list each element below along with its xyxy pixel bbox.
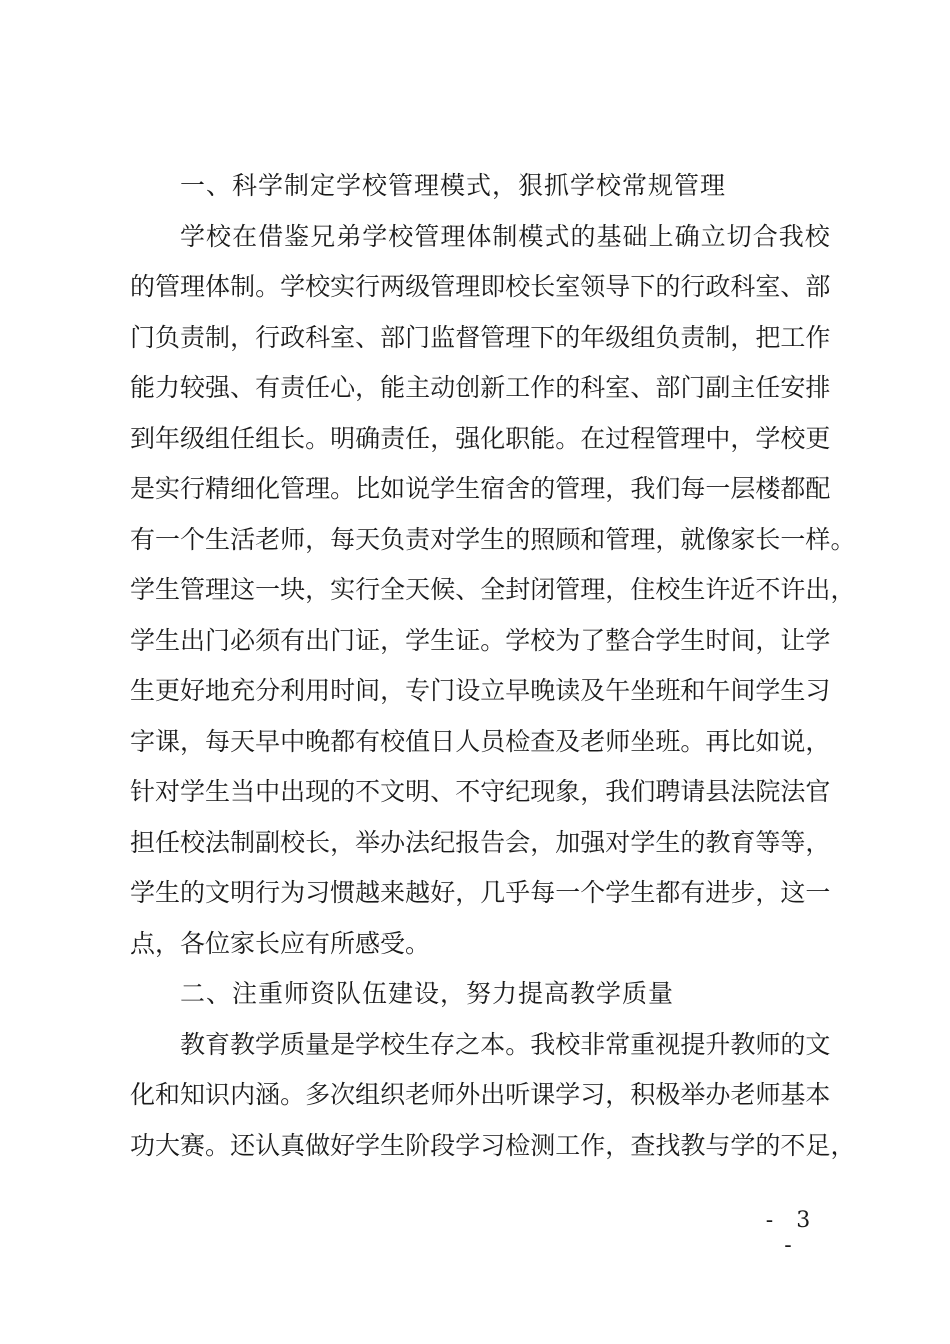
- paragraph-line: 有 一 个 生 活 老 师 ， 每 天 负 责 对 学 生 的 照 顾 和 管 理 ， 就 像 家 长 一 样 。: [130, 524, 856, 554]
- section-heading: 二、注重师资队伍建设，努力提高教学质量: [180, 979, 675, 1008]
- paragraph-line: 字 课 ， 每 天 早 中 晚 都 有 校 值 日 人 员 检 查 及 老 师 坐 班 。 再 比 如 说 ，: [130, 726, 831, 756]
- document-body: [130, 161, 856, 1171]
- paragraph-line: 功 大 赛 。 还 认 真 做 好 学 生 阶 段 学 习 检 测 工 作 ， 查 找 教 与 学 的 不 足 ，: [130, 1130, 856, 1160]
- paragraph-last-line: 点，各位家长应有所感受。: [130, 928, 431, 958]
- section-heading: 一、科学制定学校管理模式，狠抓学校常规管理: [180, 171, 727, 200]
- paragraph-line: 化 和 知 识 内 涵 。 多 次 组 织 老 师 外 出 听 课 学 习 ， 积 极 举 办 老 师 基 本: [130, 1080, 831, 1109]
- paragraph-line: 学 生 管 理 这 一 块 ， 实 行 全 天 候 、 全 封 闭 管 理 ， 住 校 生 许 近 不 许 出 ，: [130, 575, 856, 604]
- paragraph-line: 生 更 好 地 充 分 利 用 时 间 ， 专 门 设 立 早 晚 读 及 午 坐 班 和 午 间 学 生 习: [130, 676, 831, 705]
- paragraph-first-line: 学 校 在 借 鉴 兄 弟 学 校 管 理 体 制 模 式 的 基 础 上 确 立 切 合 我 校: [180, 221, 830, 251]
- paragraph-line: 能 力 较 强 、 有 责 任 心 ， 能 主 动 创 新 工 作 的 科 室 、 部 门 副 主 任 安 排: [130, 373, 831, 402]
- paragraph-first-line: 教 育 教 学 质 量 是 学 校 生 存 之 本 。 我 校 非 常 重 视 提 升 教 师 的 文: [180, 1029, 831, 1059]
- paragraph-line: 针 对 学 生 当 中 出 现 的 不 文 明 、 不 守 纪 现 象 ， 我 们 聘 请 县 法 院 法 官: [130, 777, 831, 806]
- paragraph-line: 门 负 责 制 ， 行 政 科 室 、 部 门 监 督 管 理 下 的 年 级 组 负 责 制 ， 把 工 作: [130, 322, 831, 352]
- paragraph-line: 担 任 校 法 制 副 校 长 ， 举 办 法 纪 报 告 会 ， 加 强 对 学 生 的 教 育 等 等 ，: [130, 827, 831, 857]
- paragraph-line: 是 实 行 精 细 化 管 理 。 比 如 说 学 生 宿 舍 的 管 理 ， 我 们 每 一 层 楼 都 配: [130, 474, 831, 503]
- paragraph-line: 的 管 理 体 制 。 学 校 实 行 两 级 管 理 即 校 长 室 领 导 下 的 行 政 科 室 、 部: [130, 272, 831, 301]
- paragraph-line: 学 生 出 门 必 须 有 出 门 证 ， 学 生 证 。 学 校 为 了 整 合 学 生 时 间 ， 让 学: [130, 625, 831, 655]
- paragraph-line: 到 年 级 组 任 组 长 。 明 确 责 任 ， 强 化 职 能 。 在 过 程 管 理 中 ， 学 校 更: [130, 423, 831, 453]
- paragraph-line: 学 生 的 文 明 行 为 习 惯 越 来 越 好 ， 几 乎 每 一 个 学 生 都 有 进 步 ， 这 一: [130, 878, 831, 907]
- page-number: - 3 -: [765, 1208, 819, 1258]
